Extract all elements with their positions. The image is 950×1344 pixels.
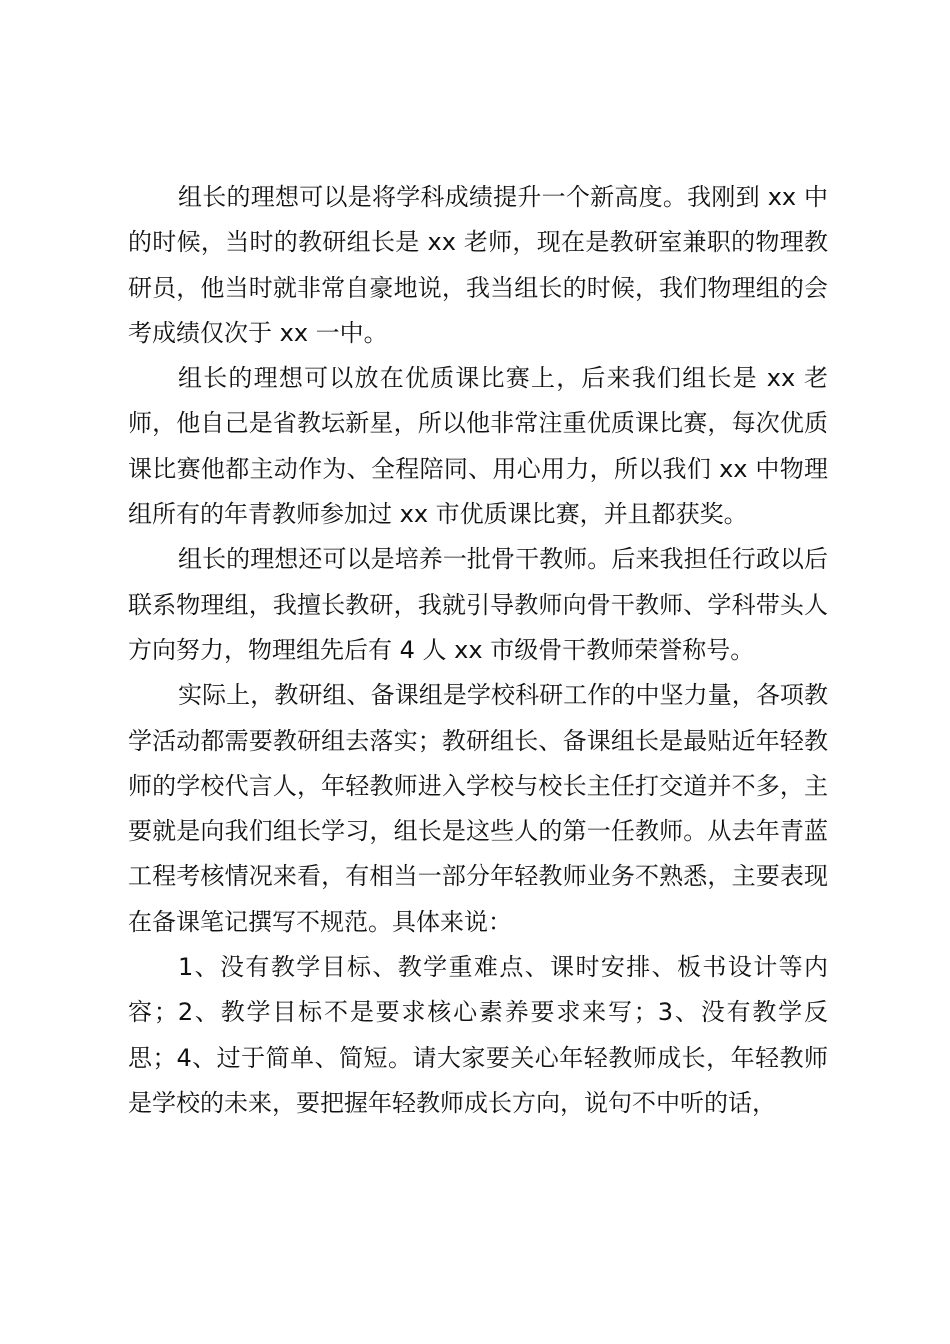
paragraph-1: 组长的理想可以是将学科成绩提升一个新高度。我刚到 xx 中的时候，当时的教研组长是 xx 老师，现在是教研室兼职的物理教研员，他当时就非常自豪地说，我当组长的时候，我们物理组的会考成绩仅次于 xx 一中。 [128, 183, 828, 347]
document-body [128, 175, 828, 1126]
paragraph-5: 1、没有教学目标、教学重难点、课时安排、板书设计等内容；2、教学目标不是要求核心素养要求来写；3、没有教学反思；4、过于简单、简短。请大家要关心年轻教师成长，年轻教师是学校的未来，要把握年轻教师成长方向，说句不中听的话， [128, 953, 828, 1117]
paragraph-2: 组长的理想可以放在优质课比赛上，后来我们组长是 xx 老师，他自己是省教坛新星，所以他非常注重优质课比赛，每次优质课比赛他都主动作为、全程陪同、用心用力，所以我们 xx 中物理组所有的年青教师参加过 xx 市优质课比赛，并且都获奖。 [128, 364, 828, 529]
paragraph-3: 组长的理想还可以是培养一批骨干教师。后来我担任行政以后联系物理组，我擅长教研，我就引导教师向骨干教师、学科带头人方向努力，物理组先后有 4 人 xx 市级骨干教师荣誉称号。 [128, 545, 828, 664]
paragraph-4: 实际上，教研组、备课组是学校科研工作的中坚力量，各项教学活动都需要教研组去落实；教研组长、备课组长是最贴近年轻教师的学校代言人，年轻教师进入学校与校长主任打交道并不多，主要就是向我们组长学习，组长是这些人的第一任教师。从去年青蓝工程考核情况来看，有相当一部分年轻教师业务不熟悉，主要表现在备课笔记撰写不规范。具体来说： [128, 681, 828, 936]
